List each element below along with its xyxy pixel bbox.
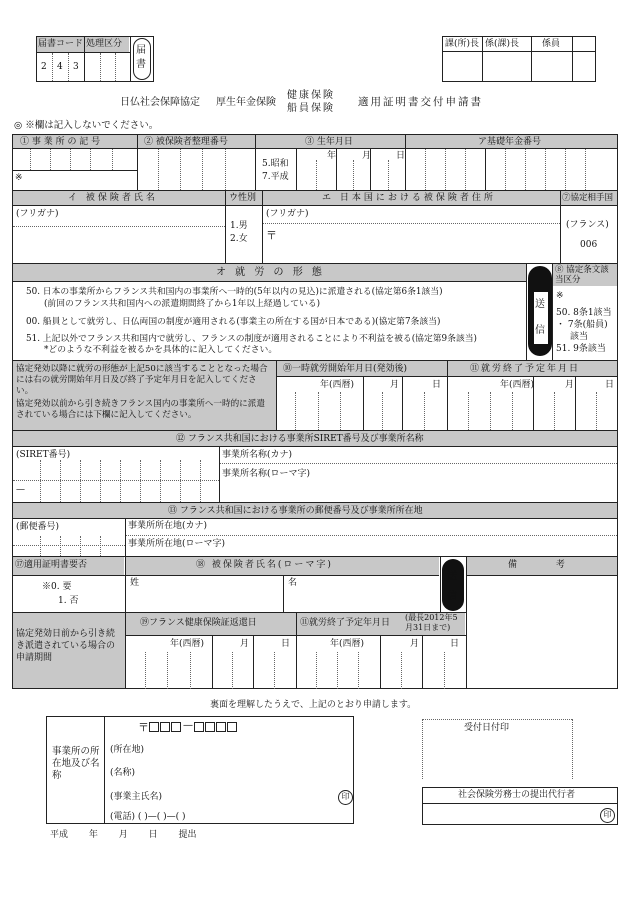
name-furigana: (フリガナ) [16,209,59,219]
end-month-unit: 月 [565,380,575,390]
birth-year-unit: 年 [327,151,337,161]
siret-dash: — [16,485,25,495]
option-51-line2: *どのような不利益を被るかを具体的に記入してください。 [44,345,278,355]
clause-label: ⑧ 協定条文該当区分 [555,265,609,285]
birth-month-unit: 月 [362,151,372,161]
birth-label: ③ 生年月日 [305,137,353,147]
clause-00: ・ 7条(船員) [556,320,608,330]
code-digit: 4 [57,62,63,72]
todoke-vertical: 届書 [136,45,146,70]
prior-limit-note: (最長2012年5月31日まで) [405,613,458,632]
option-00: 00. 船員として就労し、日仏両国の制度が適用される(事業主の所在する国が日本である)(協定第7条該当) [26,317,441,327]
era-heisei: 7.平成 [262,172,289,182]
postal-mark: 〒 [266,229,277,242]
note: ◎ ※欄は記入しないでください。 [14,120,159,131]
sex-label: ウ性別 [229,193,257,203]
prior-label: 協定発効日前から引き続き派遣されている場合の申請期間 [16,629,116,663]
work-title: オ 就 労 の 形 態 [216,267,325,278]
code-digit: 2 [41,62,47,72]
agreement-label: 日仏社会保障協定 [120,97,200,108]
owner-seal: 印 [338,790,353,805]
applicant-postal: 〒 [138,721,149,734]
health-return-label: ⑲フランス健康保険証返還日 [140,618,257,628]
period-note-2: 協定発効以前から引き続きフランス国内の事業所へ一時的に派遣されている場合には下欄に記入してください。 [16,399,265,420]
french-address-title: ⑬ フランス共和国における事業所の郵便番号及び事業所所在地 [168,506,423,516]
address-furigana: (フリガナ) [266,209,309,219]
sex-female: 2.女 [230,234,248,244]
asterisk-mark: ※ [15,173,23,183]
end-day-unit: 日 [605,380,615,390]
roman-name-label: ⑱ 被保険者氏名(ローマ字) [196,560,333,570]
partner-country: (フランス) [566,220,609,230]
health-label-1: 健康保険 [287,90,335,101]
applicant-phone: (電話) ( )—( )—( ) [110,812,186,822]
approver-3: 係員 [542,39,561,49]
option-50-line2: (前回のフランス共和国内への派遣期間終了から1年以上経過している) [44,299,321,309]
partner-country-code: 006 [580,240,598,250]
birth-day-unit: 日 [396,151,406,161]
code-digit: 3 [73,62,79,72]
prior-day-unit: 日 [281,639,291,649]
given-name-label: 名 [288,578,298,588]
option-51-line1: 51. 上記以外でフランス共和国内で就労し、フランスの制度が適用されることにより不利益を被る(協定第9条該当) [26,334,477,344]
send-label: 送信 [534,292,548,344]
french-address-kana: 事業所所在地(カナ) [128,521,208,531]
surname-label: 姓 [130,578,140,588]
applicant-location: (所在地) [110,745,145,755]
name-label: イ 被保険者氏名 [68,193,158,203]
form-title: 適用証明書交付申請書 [358,96,483,108]
address-label: エ 日本国における被保険者住所 [322,193,496,203]
health-label-2: 船員保険 [287,103,335,114]
pension-num-label: ア基礎年金番号 [478,137,542,147]
applicability-no: 1. 否 [58,596,79,606]
prior-end-day-unit: 日 [450,639,460,649]
insured-num-label: ② 被保険者整理番号 [144,137,228,147]
prior-month-unit: 月 [240,639,250,649]
start-day-unit: 日 [432,380,442,390]
french-postal-label: (郵便番号) [16,522,60,532]
receipt-label: 受付日付印 [464,723,510,733]
remarks-label: 備 考 [508,560,583,570]
period-note-1: 協定発効以降に就労の形態が上記50に該当することとなった場合には右の就労開始年月日及び終了予定年月日を記入してください。 [16,364,268,396]
start-month-unit: 月 [390,380,400,390]
end-year-unit: 年(西暦) [500,380,535,390]
todoke-code-label: 届書コード [38,39,84,49]
prior-end-year-unit: 年(西暦) [330,639,365,649]
office-name-kana: 事業所名称(カナ) [222,450,293,460]
applicability-label: ⑰適用証明書要否 [15,560,88,570]
prior-year-unit: 年(西暦) [170,639,205,649]
clause-asterisk: ※ [556,291,564,301]
french-address-roman: 事業所所在地(ローマ字) [128,539,226,549]
statement: 裏面を理解したうえで、上記のとおり申請します。 [210,700,417,710]
end-date-label: ⑪就労終了予定年月日 [470,364,581,374]
office-code-label: ① 事 業 所 の 記 号 [20,137,101,147]
sex-male: 1.男 [230,221,248,231]
applicant-left-label: 事業所の所在地及び名称 [52,746,100,781]
pension-label: 厚生年金保険 [216,97,276,108]
applicability-yes: ※0. 要 [42,582,72,592]
shori-kubun-label: 処理区分 [86,39,123,49]
siret-label: (SIRET番号) [16,450,71,460]
country-label: ⑦協定相手国 [562,193,614,203]
start-date-label: ⑩一時就労開始年月日(発効後) [283,364,408,374]
prior-end-label: ⑪就労終了予定年月日 [300,618,391,628]
agent-label: 社会保険労務士の提出代行者 [458,790,576,800]
clause-51: 51. 9条該当 [556,344,606,354]
approver-2: 係(課)長 [485,39,520,49]
agent-seal: 印 [600,808,615,823]
send-label-2: 送信 [447,571,457,602]
applicant-owner: (事業主氏名) [110,792,163,802]
submit-date: 平成 年 月 日 提出 [50,830,197,840]
office-name-roman: 事業所名称(ローマ字) [222,469,311,479]
start-year-unit: 年(西暦) [320,380,355,390]
siret-title: ⑫ フランス共和国における事業所SIRET番号及び事業所名称 [176,434,424,444]
clause-00-cont: 該当 [570,332,589,342]
option-50-line1: 50. 日本の事業所からフランス共和国内の事業所へ一時的(5年以内の見込)に派遣される(協定第6条1該当) [26,287,443,297]
clause-50: 50. 8条1該当 [556,308,612,318]
approver-1: 課(所)長 [445,39,480,49]
era-showa: 5.昭和 [262,159,289,169]
applicant-name: (名称) [110,768,136,778]
prior-end-month-unit: 月 [410,639,420,649]
